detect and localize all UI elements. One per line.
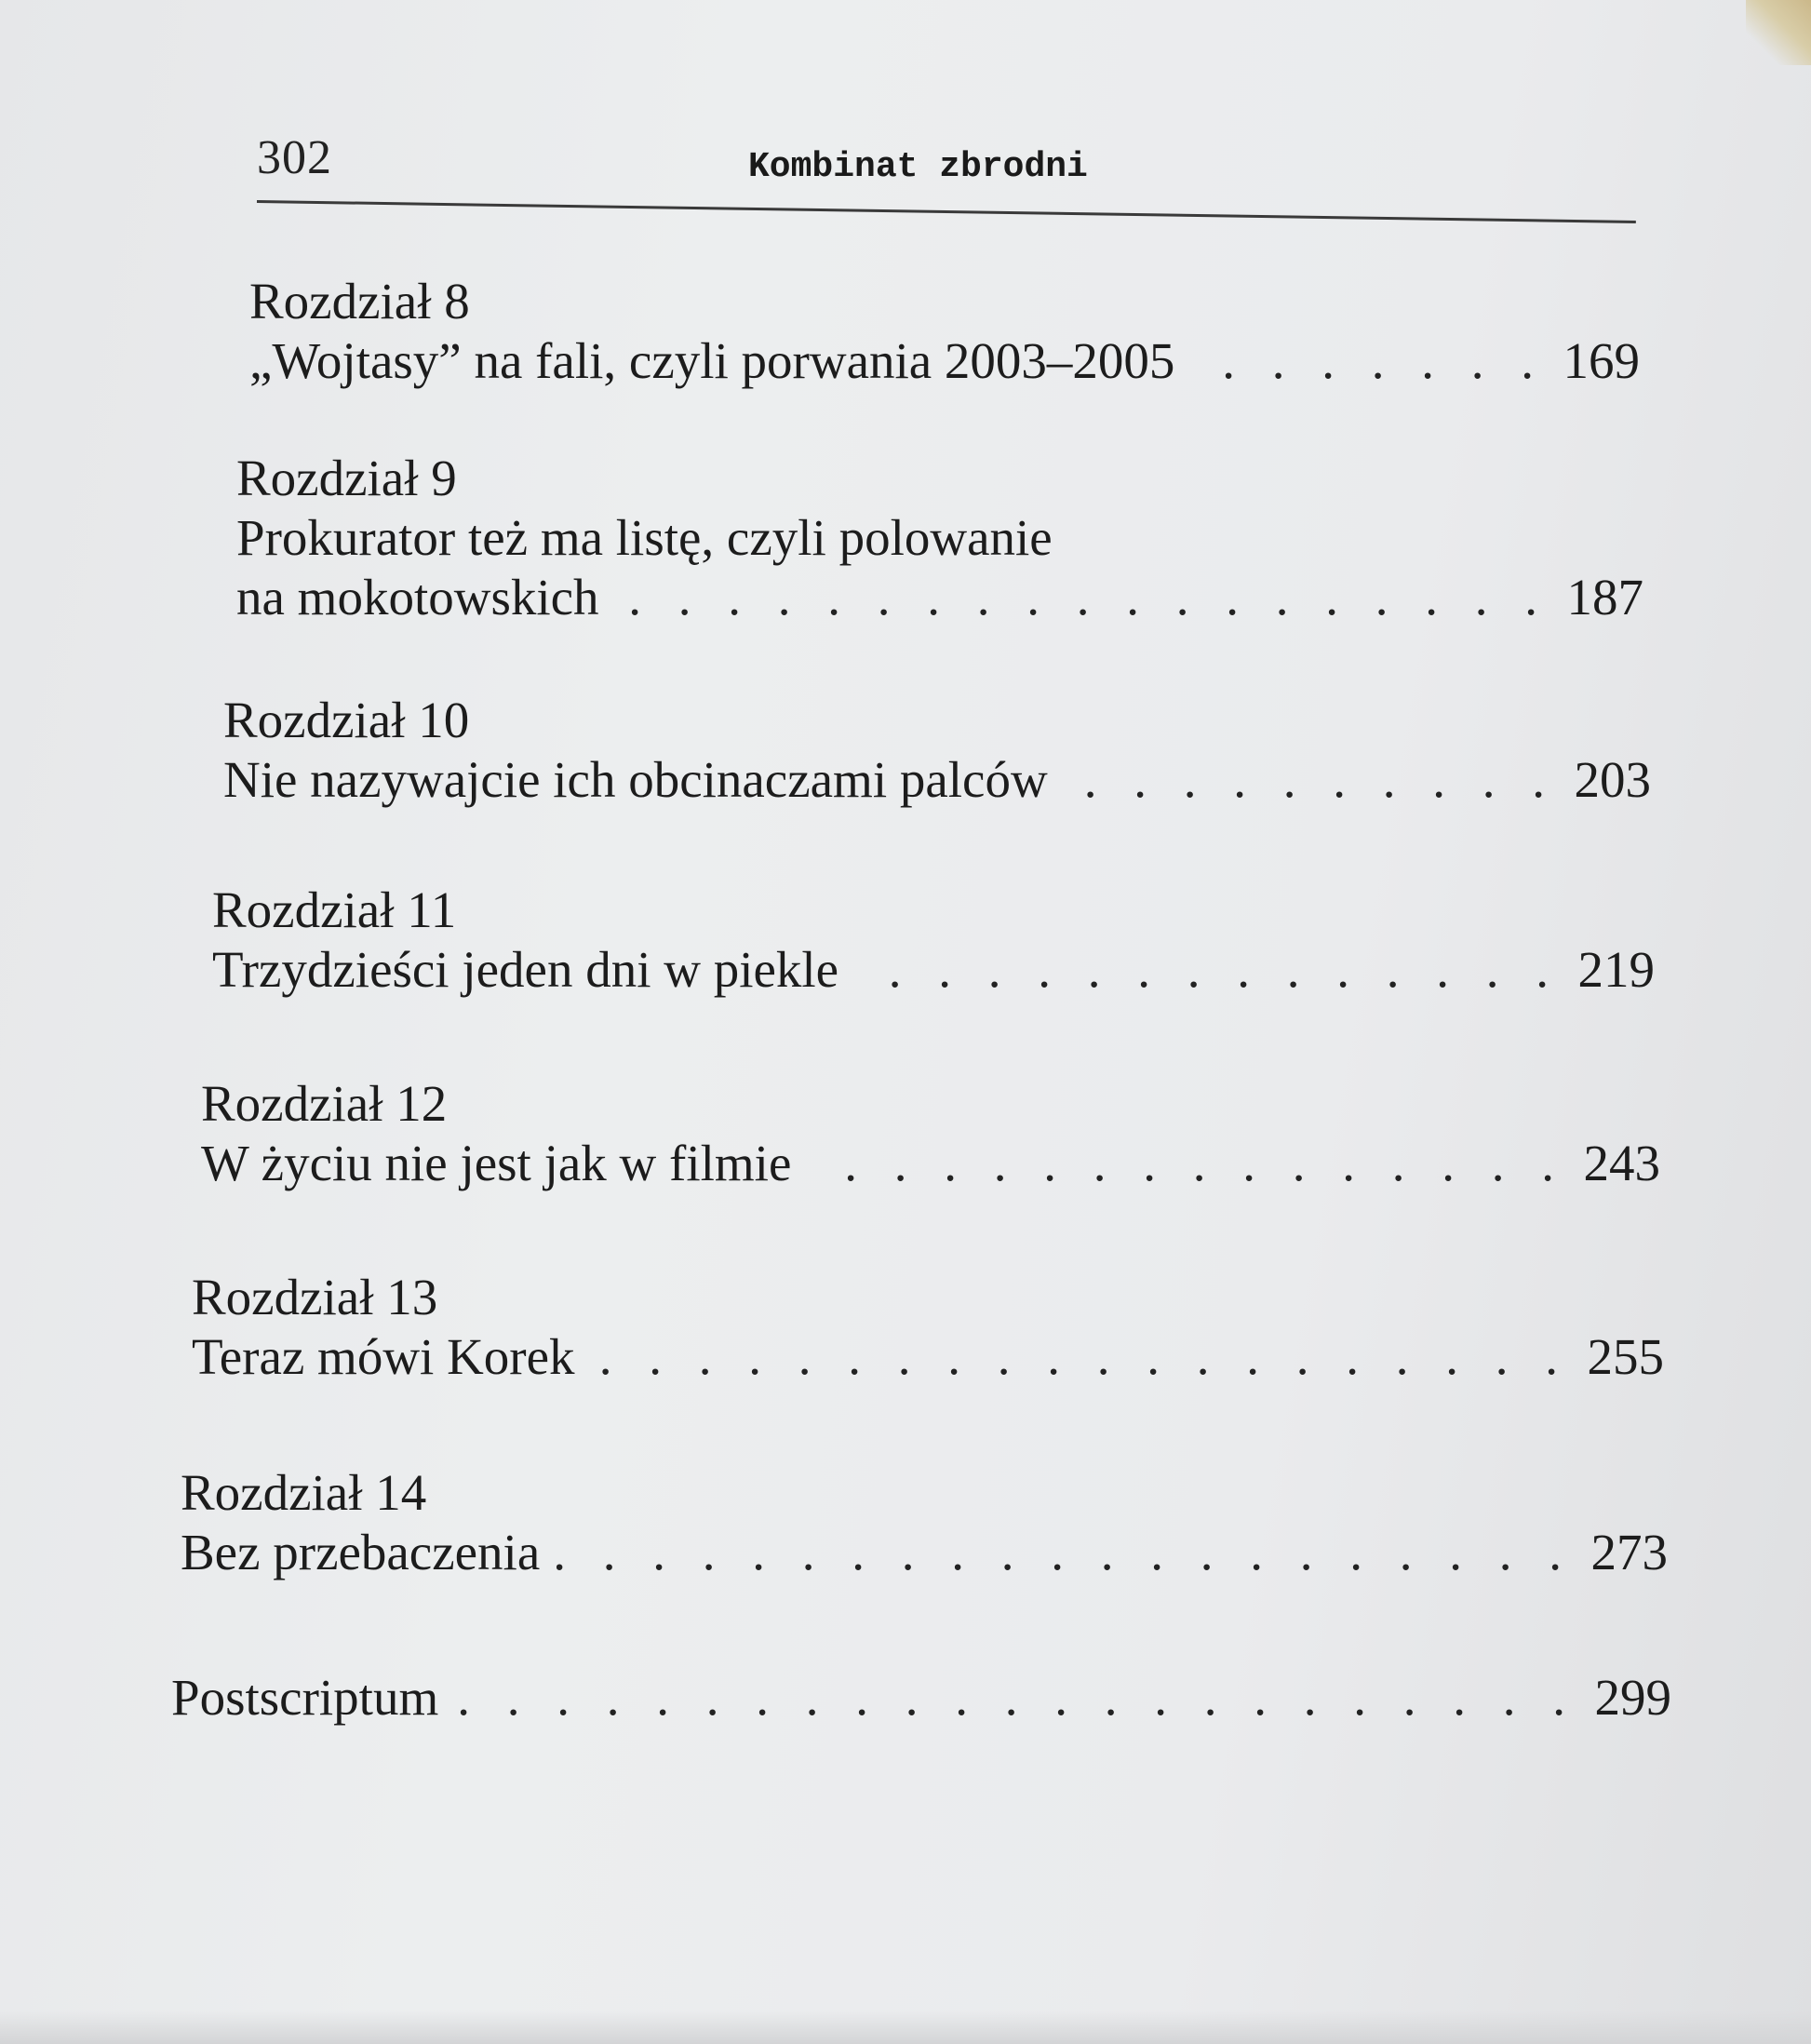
toc-page-number: 273 (1590, 1524, 1668, 1580)
toc-title: Postscriptum (171, 1669, 439, 1726)
toc-entry-10 (223, 691, 1651, 810)
dot-leader (455, 1668, 1565, 1728)
toc-title-line (201, 1134, 1660, 1193)
dot-leader (592, 1327, 1558, 1387)
toc-title-line (181, 1523, 1668, 1582)
toc-chapter-label: Rozdział 14 (181, 1464, 427, 1521)
toc-title-line (192, 1327, 1664, 1387)
toc-title: Teraz mówi Korek (192, 1328, 575, 1385)
toc-title-continued: na mokotowskich (236, 569, 599, 625)
toc-entry-13 (192, 1268, 1664, 1387)
toc-title-line (236, 568, 1643, 627)
dot-leader (1191, 331, 1534, 391)
toc-page-number: 169 (1563, 332, 1640, 389)
page-corner-shadow (1746, 0, 1811, 65)
toc-title: W życiu nie jest jak w filmie (201, 1135, 792, 1191)
toc-page-number: 299 (1594, 1669, 1671, 1726)
toc-title-line (223, 750, 1651, 810)
toc-page-number: 187 (1566, 569, 1643, 625)
dot-leader (616, 568, 1537, 627)
toc-entry-postscriptum (171, 1668, 1671, 1728)
running-title: Kombinat zbrodni (748, 147, 1088, 187)
toc-title: Nie nazywajcie ich obcinaczami palców (223, 751, 1048, 808)
toc-title: Trzydzieści jeden dni w piekle (212, 941, 839, 998)
toc-chapter-label: Rozdział 12 (201, 1075, 448, 1132)
toc-title: Prokurator też ma listę, czyli polowanie (236, 509, 1053, 566)
toc-chapter-label: Rozdział 11 (212, 881, 457, 938)
toc-title: „Wojtasy” na fali, czyli porwania 2003–2005 (249, 332, 1175, 389)
page-bottom-shadow (0, 2010, 1811, 2044)
page-number: 302 (257, 131, 332, 184)
toc-title: Bez przebaczenia (181, 1524, 541, 1580)
toc-title-line (249, 331, 1640, 391)
toc-page-number: 255 (1587, 1328, 1664, 1385)
dot-leader (557, 1523, 1562, 1582)
toc-entry-11 (212, 881, 1655, 1000)
toc-title-line (212, 940, 1655, 1000)
toc-entry-12 (201, 1074, 1660, 1193)
toc-chapter-label: Rozdział 13 (192, 1269, 438, 1325)
toc-chapter-label: Rozdział 9 (236, 450, 457, 506)
dot-leader (855, 940, 1549, 1000)
toc-entry-9 (236, 449, 1643, 627)
toc-page-number: 219 (1577, 941, 1655, 998)
toc-chapter-label: Rozdział 10 (223, 692, 470, 748)
toc-chapter-label: Rozdział 8 (249, 273, 470, 329)
toc-entry-8 (249, 272, 1640, 391)
toc-title-line (171, 1668, 1671, 1728)
toc-page-number: 243 (1583, 1135, 1660, 1191)
dot-leader (808, 1134, 1554, 1193)
dot-leader (1065, 750, 1545, 810)
toc-entry-14 (181, 1463, 1668, 1582)
toc-page-number: 203 (1574, 751, 1651, 808)
